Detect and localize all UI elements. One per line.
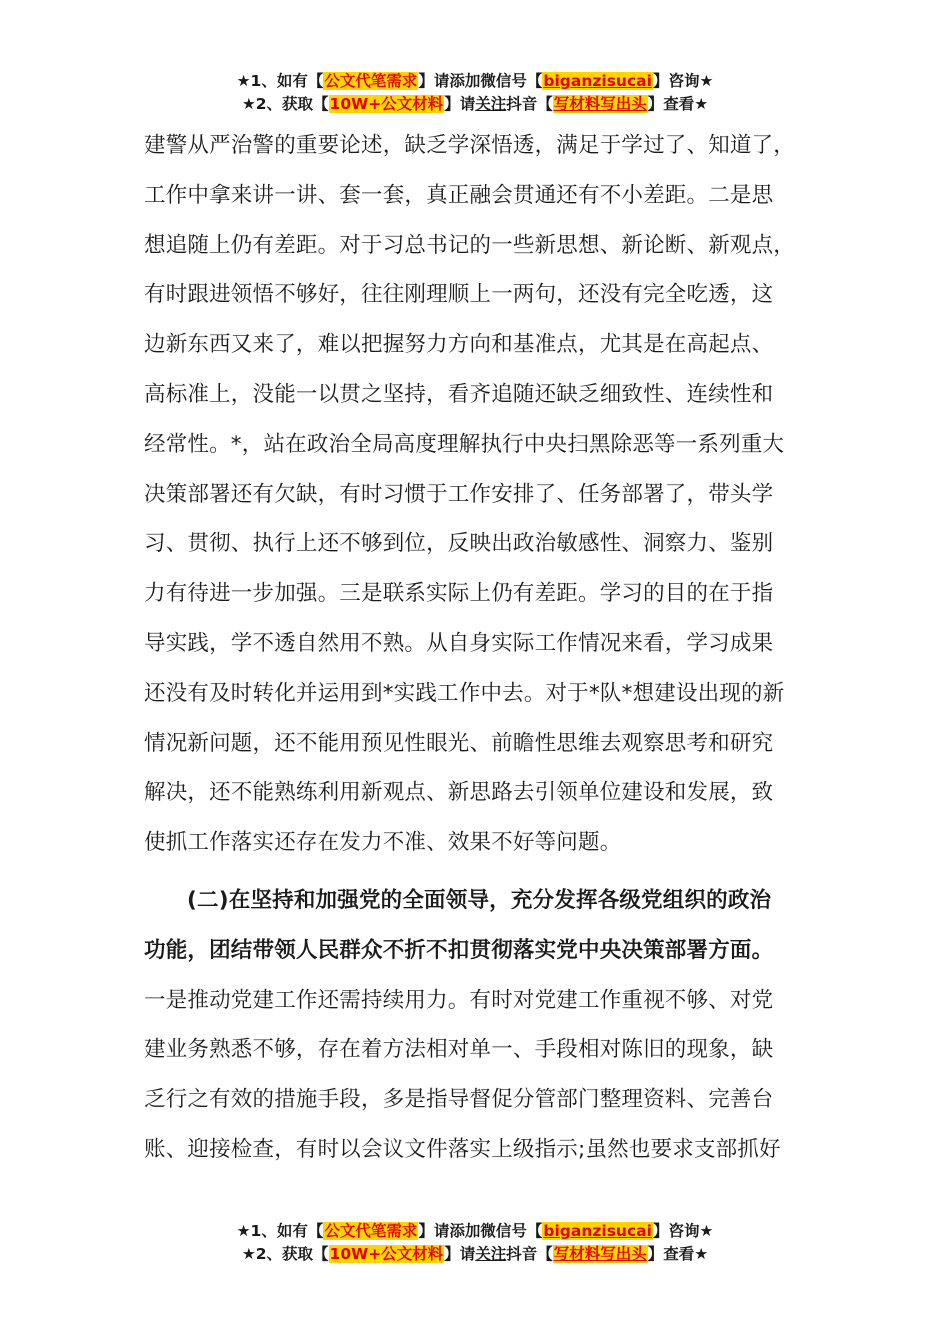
- document-body: [144, 121, 812, 1175]
- promo-text: 抖音【: [506, 1245, 553, 1263]
- highlight-service: 公文代笔需求: [324, 72, 418, 90]
- promo-text: 1、如有【: [250, 1222, 324, 1240]
- promo-text: 2、获取【: [255, 1245, 329, 1263]
- text-line: 想追随上仍有差距。对于习总书记的一些新思想、新论断、新观点，: [144, 232, 796, 258]
- star-icon: ★: [236, 72, 251, 90]
- text-line: 经常性。*，站在政治全局高度理解执行中央扫黑除恶等一系列重大: [144, 431, 785, 457]
- douyin-account[interactable]: 写材料写出头: [553, 1245, 647, 1263]
- text-line: 情况新问题，还不能用预见性眼光、前瞻性思维去观察思考和研究: [144, 730, 774, 756]
- text-line: 边新东西又来了，难以把握努力方向和基准点，尤其是在高起点、: [144, 332, 774, 358]
- text-line: 建业务熟悉不够，存在着方法相对单一、手段相对陈旧的现象，缺: [144, 1037, 774, 1063]
- promo-text: 】请: [444, 1245, 476, 1263]
- highlight-materials: 10W+公文材料: [329, 95, 444, 113]
- promo-text: 1、如有【: [250, 72, 324, 90]
- promo-banner-bottom: [0, 1220, 950, 1266]
- wechat-id[interactable]: biganzisucai: [543, 1222, 652, 1240]
- promo-line-1: [0, 1220, 950, 1243]
- promo-text: 抖音【: [506, 95, 553, 113]
- text-line: 建警从严治警的重要论述，缺乏学深悟透，满足于学过了、知道了，: [144, 133, 796, 158]
- promo-text: 】请: [444, 95, 476, 113]
- highlight-service: 公文代笔需求: [324, 1222, 418, 1240]
- promo-emphasis: 关注: [475, 95, 507, 113]
- promo-line-2: [0, 1243, 950, 1266]
- text-line: 高标准上，没能一以贯之坚持，看齐追随还缺乏细致性、连续性和: [144, 381, 774, 407]
- text-line: 决策部署还有欠缺，有时习惯于工作安排了、任务部署了，带头学: [144, 481, 774, 507]
- text-line: 乏行之有效的措施手段，多是指导督促分管部门整理资料、完善台: [144, 1087, 774, 1113]
- text-line: 力有待进一步加强。三是联系实际上仍有差距。学习的目的在于指: [144, 581, 774, 607]
- text-line: 一是推动党建工作还需持续用力。有时对党建工作重视不够、对党: [144, 987, 774, 1013]
- promo-text: 】请添加微信号【: [418, 1222, 543, 1240]
- promo-text: 】查看★: [647, 95, 709, 113]
- text-line: 工作中拿来讲一讲、套一套，真正融会贯通还有不小差距。二是思: [144, 182, 774, 208]
- star-icon: ★: [236, 1222, 251, 1240]
- section-heading: [144, 876, 812, 976]
- star-icon: ★: [241, 95, 256, 113]
- text-line: 习、贯彻、执行上还不够到位，反映出政治敏感性、洞察力、鉴别: [144, 531, 774, 557]
- text-line: 还没有及时转化并运用到*实践工作中去。对于*队*想建设出现的新: [144, 680, 785, 706]
- promo-banner-top: [0, 70, 950, 116]
- paragraph-2: [144, 976, 812, 1175]
- paragraph-1: [144, 121, 812, 868]
- heading-line: (二)在坚持和加强党的全面领导，充分发挥各级党组织的政治: [187, 887, 772, 913]
- promo-text: 2、获取【: [255, 95, 329, 113]
- heading-line: 功能，团结带领人民群众不折不扣贯彻落实党中央决策部署方面。: [144, 937, 774, 963]
- wechat-id[interactable]: biganzisucai: [543, 72, 652, 90]
- promo-text: 】咨询★: [652, 72, 714, 90]
- promo-line-1: [0, 70, 950, 93]
- text-line: 账、迎接检查，有时以会议文件落实上级指示;虽然也要求支部抓好: [144, 1136, 781, 1162]
- text-line: 有时跟进领悟不够好，往往刚理顺上一两句，还没有完全吃透，这: [144, 282, 774, 308]
- douyin-account[interactable]: 写材料写出头: [553, 95, 647, 113]
- promo-emphasis: 关注: [475, 1245, 507, 1263]
- promo-text: 】咨询★: [652, 1222, 714, 1240]
- promo-text: 】请添加微信号【: [418, 72, 543, 90]
- text-line: 解决，还不能熟练利用新观点、新思路去引领单位建设和发展，致: [144, 780, 774, 806]
- highlight-materials: 10W+公文材料: [329, 1245, 444, 1263]
- promo-line-2: [0, 93, 950, 116]
- text-line: 导实践，学不透自然用不熟。从自身实际工作情况来看，学习成果: [144, 630, 774, 656]
- star-icon: ★: [241, 1245, 256, 1263]
- text-line: 使抓工作落实还存在发力不准、效果不好等问题。: [144, 830, 622, 856]
- promo-text: 】查看★: [647, 1245, 709, 1263]
